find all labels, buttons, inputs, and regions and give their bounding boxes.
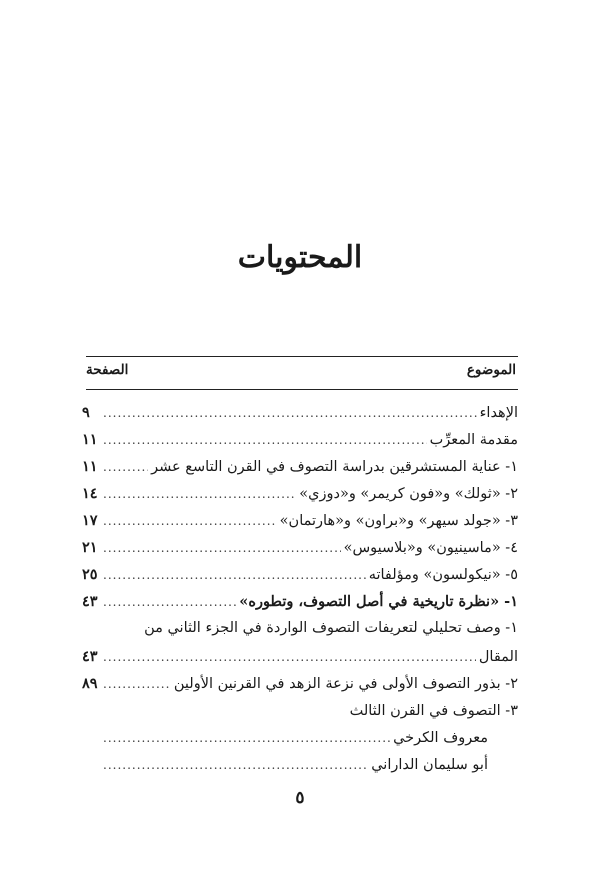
toc-entry-text: الإهداء: [479, 405, 518, 421]
toc-entry: [82, 423, 518, 450]
toc-entry: [82, 504, 518, 531]
column-header-topic: الموضوع: [466, 362, 516, 378]
toc-entry-sub: [82, 748, 518, 775]
column-header-page: الصفحة: [86, 362, 129, 378]
table-header-rule: [86, 389, 518, 390]
toc-entry-text: مقدمة المعرِّب: [429, 432, 518, 448]
toc-entry-text: أبو سليمان الداراني: [371, 757, 488, 773]
toc-entry: [82, 667, 518, 694]
toc-entry-text: ١- وصف تحليلي لتعريفات التصوف الواردة في الجزء الثاني من: [144, 620, 518, 636]
toc-list: [82, 396, 518, 775]
toc-entry-page: ١٧: [82, 512, 98, 529]
toc-leader-dots: [103, 403, 477, 423]
toc-entry: [82, 477, 518, 504]
toc-entry-text: المقال: [478, 649, 518, 665]
toc-entry-page: ٤٣: [82, 648, 98, 665]
toc-entry-heading: [82, 585, 518, 612]
toc-leader-dots: [103, 430, 427, 450]
toc-leader-dots: [103, 674, 171, 694]
toc-leader-dots: [103, 755, 368, 775]
toc-leader-dots: [103, 511, 277, 531]
toc-leader-dots: [103, 457, 148, 477]
toc-entry-page: ١١: [82, 458, 98, 475]
page-title: المحتويات: [237, 240, 363, 275]
toc-leader-dots: [103, 538, 341, 558]
toc-entry-page: ٨٩: [82, 675, 98, 692]
toc-entry-text: ٤- «ماسينيون» و«بلاسيوس»: [343, 540, 518, 556]
toc-entry-text: ٣- التصوف في القرن الثالث: [349, 703, 518, 719]
toc-entry-text: ٣- «جولد سيهر» و«براون» و«هارتمان»: [279, 513, 518, 529]
toc-entry-page: ٩: [82, 404, 90, 421]
toc-leader-dots: [103, 647, 476, 667]
page-number: ٥: [295, 788, 305, 808]
toc-entry: [82, 396, 518, 423]
toc-entry-text: ٥- «نيكولسون» ومؤلفاته: [368, 567, 518, 583]
toc-entry: [82, 450, 518, 477]
toc-entry-page: ٤٣: [82, 593, 98, 610]
toc-entry-wrapped: [82, 612, 518, 640]
toc-leader-dots: [103, 728, 390, 748]
toc-entry-text: ١- عناية المستشرقين بدراسة التصوف في القرن التاسع عشر: [151, 459, 518, 475]
toc-entry-text: معروف الكرخي: [393, 730, 488, 746]
toc-entry-page: ١١: [82, 431, 98, 448]
toc-entry: [82, 558, 518, 585]
toc-entry-page: ٢٥: [82, 566, 98, 583]
toc-entry-page: ١٤: [82, 485, 98, 502]
toc-entry-sub: [82, 721, 518, 748]
toc-entry-page: ٢١: [82, 539, 98, 556]
toc-entry-text: ٢- «ثولك» و«فون كريمر» و«دوزي»: [299, 486, 518, 502]
toc-entry-text: ١- «نظرة تاريخية في أصل التصوف، وتطوره»: [239, 593, 518, 610]
toc-entry: [82, 531, 518, 558]
toc-leader-dots: [103, 484, 296, 504]
toc-leader-dots: [103, 592, 236, 612]
toc-entry-text: ٢- بذور التصوف الأولى في نزعة الزهد في القرنين الأولين: [173, 676, 518, 692]
toc-leader-dots: [103, 565, 366, 585]
table-top-rule: [86, 356, 518, 357]
toc-entry: [82, 694, 518, 721]
toc-entry-continuation: [82, 640, 518, 667]
